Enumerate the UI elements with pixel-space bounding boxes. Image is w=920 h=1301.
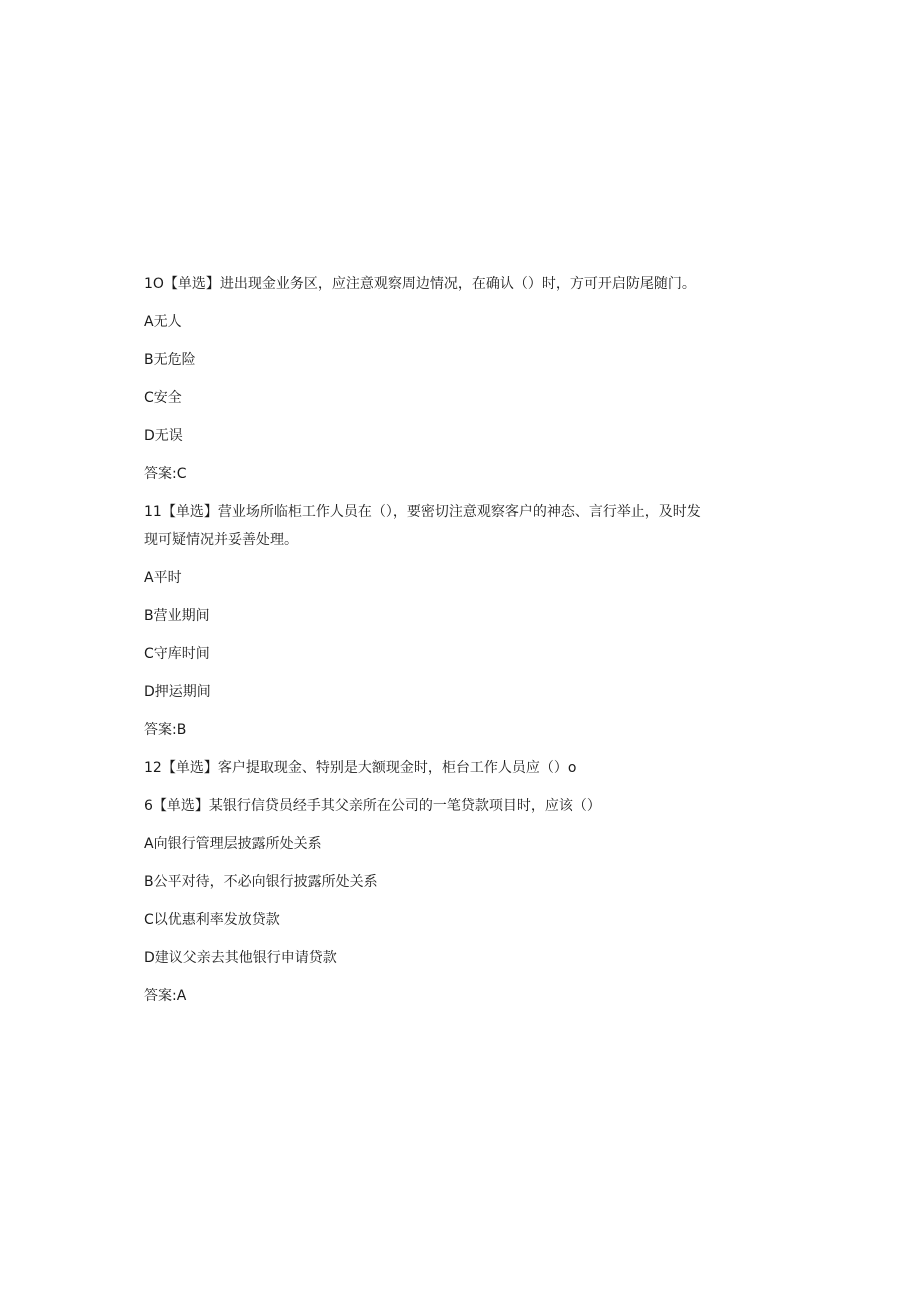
option-b: B营业期间 [144,608,210,624]
option-a: A平时 [144,570,182,586]
option-d: D无误 [144,428,183,444]
answer-text: 答案:A [144,988,187,1004]
question-text: 6【单选】某银行信贷员经手其父亲所在公司的一笔贷款项目时，应该（） [144,798,601,814]
option-a: A向银行管理层披露所处关系 [144,836,322,852]
question-block-10 [144,270,704,488]
option-a: A无人 [144,314,182,330]
option-d: D押运期间 [144,684,211,700]
question-block-12 [144,754,704,782]
question-text: 12【单选】客户提取现金、特别是大额现金时，柜台工作人员应（）o [144,760,577,776]
question-block-6 [144,792,704,1010]
option-c: C安全 [144,390,182,406]
question-text: 1O【单选】进出现金业务区，应注意观察周边情况，在确认（）时，方可开启防尾随门。 [144,276,696,292]
option-b: B无危险 [144,352,196,368]
answer-text: 答案:C [144,466,187,482]
option-b: B公平对待，不必向银行披露所处关系 [144,874,378,890]
question-block-11 [144,498,704,744]
option-d: D建议父亲去其他银行申请贷款 [144,950,337,966]
option-c: C守库时间 [144,646,210,662]
answer-text: 答案:B [144,722,187,738]
option-c: C以优惠利率发放贷款 [144,912,280,928]
question-text: 11【单选】营业场所临柜工作人员在（），要密切注意观察客户的神态、言行举止，及时发现可疑情况并妥善处理。 [144,504,701,548]
question-list [144,270,704,1020]
